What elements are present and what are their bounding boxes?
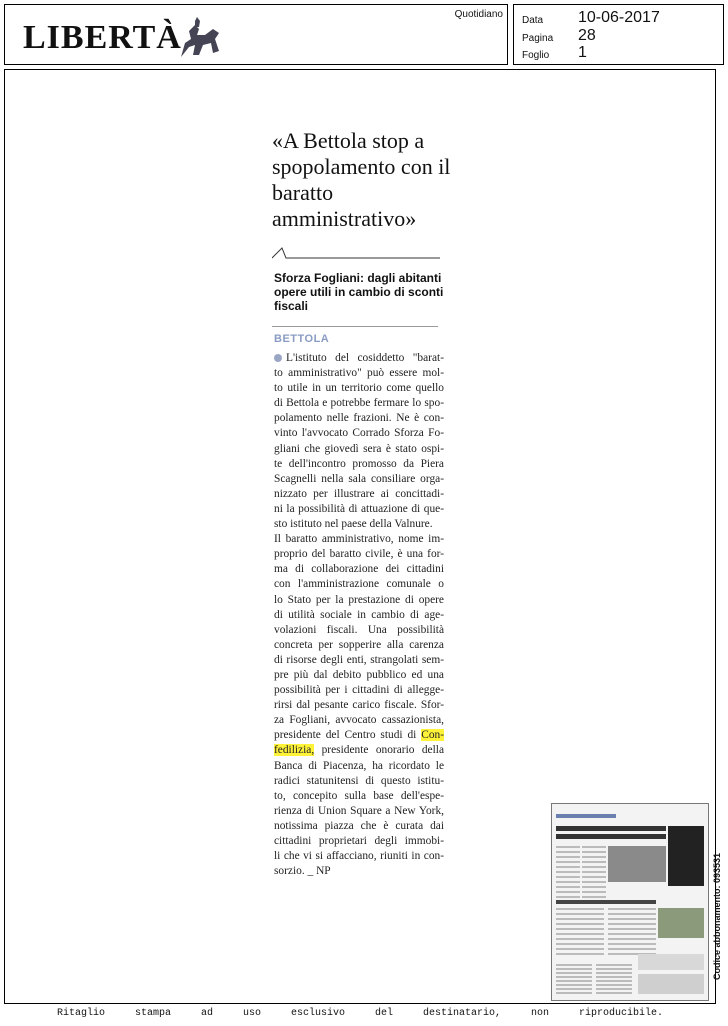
thumbnail-block [608,933,656,935]
thumbnail-block [608,938,656,940]
thumbnail-block [556,851,580,853]
thumbnail-block [596,972,632,974]
body-line: L'istituto del cosiddetto "barat- [274,351,444,366]
thumbnail-block [582,866,606,868]
body-line: ni la possibilità di attuazione di que- [274,502,444,515]
body-line: con l'amministrazione comunale o [274,578,444,591]
thumbnail-block [556,980,592,982]
thumbnail-block [582,871,606,873]
body-line: sto istituto nel paese della Valnure. [274,518,433,531]
thumbnail-block [658,908,704,938]
thumbnail-block [582,851,606,853]
thumbnail-block [582,886,606,888]
thumbnail-block [556,992,592,994]
thumbnail-block [556,928,604,930]
body-line: rienza di Union Square a New York, [274,804,444,817]
thumbnail-block [556,988,592,990]
thumbnail-block [608,913,656,915]
thumbnail-block [582,876,606,878]
body-line: Scagnelli nella sala consiliare orga- [274,472,444,485]
thumbnail-block [582,881,606,883]
body-line: li che vi si affacciano, riuniti in con- [274,850,444,863]
thumbnail-block [556,948,604,950]
body-line: ma di collaborazione dei cittadini [274,563,444,576]
article-body [274,351,444,879]
highlighted-text: fedilizia, [274,744,315,757]
page-label: Pagina [522,33,554,44]
body-line: possibilità per i cittadini di allegge- [274,684,444,697]
thumbnail-block [556,856,580,858]
page-thumbnail [551,803,709,1001]
thumbnail-block [556,814,616,818]
metadata-box [513,4,724,65]
highlighted-text: Con- [421,729,444,742]
thumbnail-block [582,846,606,848]
thumbnail-block [556,943,604,945]
page-value: 28 [578,27,596,44]
body-line: to, concepito sulla base dell'espe- [274,789,444,802]
thumbnail-block [556,984,592,986]
thumbnail-block [556,918,604,920]
thumbnail-block [596,988,632,990]
horse-rider-emblem-icon [175,17,225,61]
thumbnail-block [556,891,580,893]
body-line: radici statunitensi di questo istitu- [274,774,444,787]
thumbnail-block [608,918,656,920]
body-line: te dell'incontro promosso da Piera [274,457,444,470]
body-line: lo Stato per la prestazione di opere [274,593,444,606]
thumbnail-block [556,933,604,935]
subscription-code: Codice abbonamento: 093531 [712,852,722,980]
article-location: BETTOLA [274,333,330,345]
thumbnail-block [596,984,632,986]
body-line: di Bettola e potrebbe fermare lo spo- [274,397,444,410]
thumbnail-block [608,943,656,945]
thumbnail-block [596,980,632,982]
thumbnail-block [556,976,592,978]
newspaper-logo: LIBERTÀ [23,19,182,56]
thumbnail-block [608,923,656,925]
publication-type: Quotidiano [454,9,503,20]
thumbnail-block [608,908,656,910]
sheet-label: Foglio [522,50,550,61]
body-line: notissima piazza che è curata dai [274,819,444,832]
body-line: to amministrativo" può essere mol- [274,367,444,380]
thumbnail-block [556,871,580,873]
separator-line [272,326,438,327]
thumbnail-block [556,896,580,898]
thumbnail-block [638,974,704,994]
body-line: cittadini proprietari degli immobi- [274,835,444,847]
article-headline: «A Bettola stop a spopolamento con il baratto amministrativo» [272,128,451,231]
body-line: rirsi dal pesante carico fiscale. Sfor- [274,699,444,712]
body-line: fedilizia, presidente onorario della [274,744,444,757]
body-line: proprio del baratto civile, è una for- [274,548,444,561]
thumbnail-block [556,900,656,904]
body-line: presidente del Centro studi di Con- [274,729,444,742]
thumbnail-block [556,881,580,883]
thumbnail-block [556,861,580,863]
thumbnail-block [556,923,604,925]
thumbnail-block [556,964,592,966]
body-line: gliani che giovedì sera è stato ospi- [274,442,444,455]
body-line: di utilità sociale in cambio di age- [274,608,444,621]
thumbnail-block [556,972,592,974]
thumbnail-block [596,968,632,970]
thumbnail-block [556,886,580,888]
date-value: 10-06-2017 [578,9,660,26]
article-subhead: Sforza Fogliani: dagli abitanti opere utili in cambio di sconti fiscali [274,271,444,313]
body-line: nizzato per illustrare ai concittadi- [274,487,444,500]
footer-notice: Ritaglio stampa ad uso esclusivo del destinatario, non riproducibile. [56,1008,664,1019]
thumbnail-block [556,968,592,970]
thumbnail-block [582,891,606,893]
thumbnail-block [556,846,580,848]
body-line: za Fogliani, avvocato cassazionista, [274,714,444,727]
thumbnail-block [556,834,666,839]
thumbnail-block [668,826,704,886]
thumbnail-block [582,856,606,858]
thumbnail-block [556,876,580,878]
body-line: di risorse degli enti, strangolati sem- [274,653,444,666]
body-line: vinto l'avvocato Corrado Sforza Fo- [274,427,444,440]
bullet-icon [274,354,282,362]
body-line: sorzio. _ NP [274,865,331,878]
body-line: concreta per sopperire alla carenza [274,638,444,651]
decorative-rule [272,244,440,260]
sheet-value: 1 [578,44,587,61]
thumbnail-block [596,976,632,978]
thumbnail-block [556,953,604,955]
thumbnail-block [582,896,606,898]
body-line: Banca di Piacenza, ha ricordato le [274,759,444,772]
thumbnail-block [582,861,606,863]
body-line: pre più dal debito pubblico ed una [274,668,444,681]
thumbnail-block [608,948,656,950]
body-line: polamento nelle frazioni. Ne è con- [274,412,444,425]
thumbnail-block [556,938,604,940]
masthead-box [4,4,508,65]
thumbnail-block [556,908,604,910]
thumbnail-block [608,928,656,930]
body-line: to utile in un territorio come quello [274,382,444,395]
thumbnail-block [596,964,632,966]
date-label: Data [522,15,544,26]
thumbnail-block [608,846,666,882]
thumbnail-block [638,954,704,970]
body-line: Il baratto amministrativo, nome im- [274,533,444,546]
thumbnail-block [556,826,666,831]
thumbnail-block [556,866,580,868]
thumbnail-block [556,913,604,915]
body-line: volazioni fiscali. Una possibilità [274,623,444,636]
thumbnail-block [596,992,632,994]
